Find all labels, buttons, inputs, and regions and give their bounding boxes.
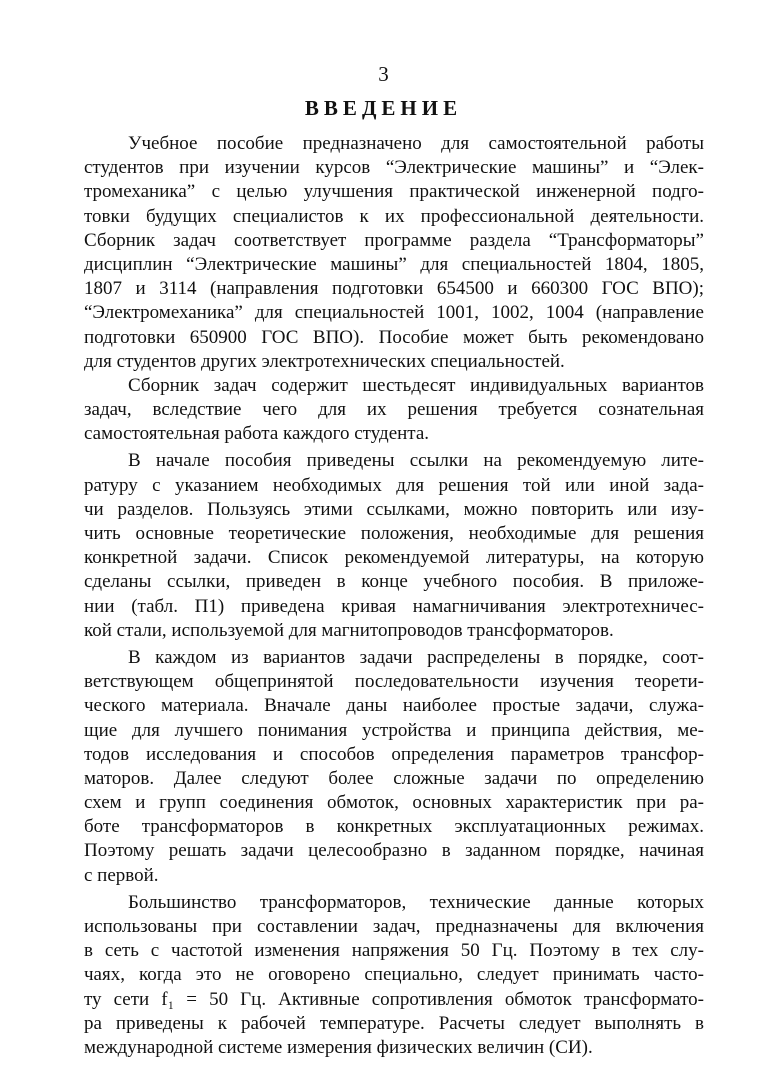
text-line: задач, вследствие чего для их решения требуется сознательная [84, 399, 704, 421]
page-number: 3 [378, 62, 389, 86]
text-line: ветствующем общепринятой последовательности изучения теорети- [84, 671, 704, 693]
text-line: чить основные теоретические положения, необходимые для решения [84, 523, 704, 544]
text-line: Поэтому решать задачи целесообразно в заданном порядке, начиная [84, 840, 704, 862]
text-line: 1807 и 3114 (направления подготовки 654500 и 660300 ГОС ВПО); [84, 278, 704, 300]
text-line: маторов. Далее следуют более сложные задачи по определению [84, 767, 704, 789]
paragraph-2 [84, 374, 704, 447]
text-line: Сборник задач соответствует программе раздела “Трансформаторы” [84, 229, 704, 251]
text-line: ра приведены к рабочей температуре. Расчеты следует выполнять в [84, 1012, 704, 1034]
paragraph-4 [84, 646, 704, 888]
text-line: В начале пособия приведены ссылки на рекомендуемую лите- [128, 450, 704, 472]
text-line: подготовки 650900 ГОС ВПО). Пособие может быть рекомендовано [84, 326, 704, 348]
text-line: Сборник задач содержит шестьдесят индивидуальных вариантов [128, 374, 704, 396]
text-line: кой стали, используемой для магнитопроводов трансформаторов. [84, 619, 614, 641]
text-line: дисциплин “Электрические машины” для специальностей 1804, 1805, [84, 253, 704, 275]
text-line: товки будущих специалистов к их профессиональной деятельности. [84, 205, 704, 227]
text-line: Учебное пособие предназначено для самостоятельной работы [128, 133, 704, 154]
text-line: ту сети f₁ = 50 Гц. Активные сопротивления обмоток трансформато- [84, 988, 704, 1010]
text-line: чи разделов. Пользуясь этими ссылками, можно повторить или изу- [84, 498, 704, 520]
text-line: для студентов других электротехнических специальностей. [84, 350, 565, 372]
text-line: чаях, когда это не оговорено специально, следует принимать часто- [84, 964, 704, 986]
text-line: тодов исследования и способов определения параметров трансфор- [84, 743, 704, 765]
text-line: щие для лучшего понимания устройства и принципа действия, ме- [84, 719, 704, 741]
text-line: международной системе измерения физических величин (СИ). [84, 1036, 593, 1058]
text-line: тромеханика” с целью улучшения практической инженерной подго- [84, 181, 704, 203]
text-line: ратуру с указанием необходимых для решения той или иной зада- [84, 474, 704, 496]
paragraph-3 [84, 449, 704, 643]
text-line: самостоятельная работа каждого студента. [84, 423, 430, 445]
text-line: ческого материала. Вначале даны наиболее простые задачи, служа- [84, 695, 704, 717]
document-body [84, 132, 704, 1060]
text-line: использованы при составлении задач, предназначены для включения [84, 916, 704, 937]
text-line: конкретной задачи. Список рекомендуемой литературы, на которую [84, 547, 704, 569]
text-line: нии (табл. П1) приведена кривая намагничивания электротехничес- [84, 595, 704, 617]
text-line: Большинство трансформаторов, технические данные которых [128, 891, 704, 913]
text-line: в сеть с частотой изменения напряжения 50 Гц. Поэтому в тех слу- [84, 940, 704, 962]
section-heading: ВВЕДЕНИЕ [304, 96, 463, 120]
text-line: сделаны ссылки, приведен в конце учебного пособия. В приложе- [84, 571, 704, 593]
text-line: с первой. [84, 864, 159, 886]
paragraph-5 [84, 891, 704, 1060]
text-line: боте трансформаторов в конкретных эксплуатационных режимах. [84, 816, 704, 838]
paragraph-1 [84, 132, 704, 374]
text-line: “Электромеханика” для специальностей 1001, 1002, 1004 (направление [84, 302, 704, 324]
text-line: схем и групп соединения обмоток, основных характеристик при ра- [84, 792, 704, 814]
text-line: студентов при изучении курсов “Электрические машины” и “Элек- [84, 157, 704, 179]
text-line: В каждом из вариантов задачи распределены в порядке, соот- [128, 646, 704, 668]
